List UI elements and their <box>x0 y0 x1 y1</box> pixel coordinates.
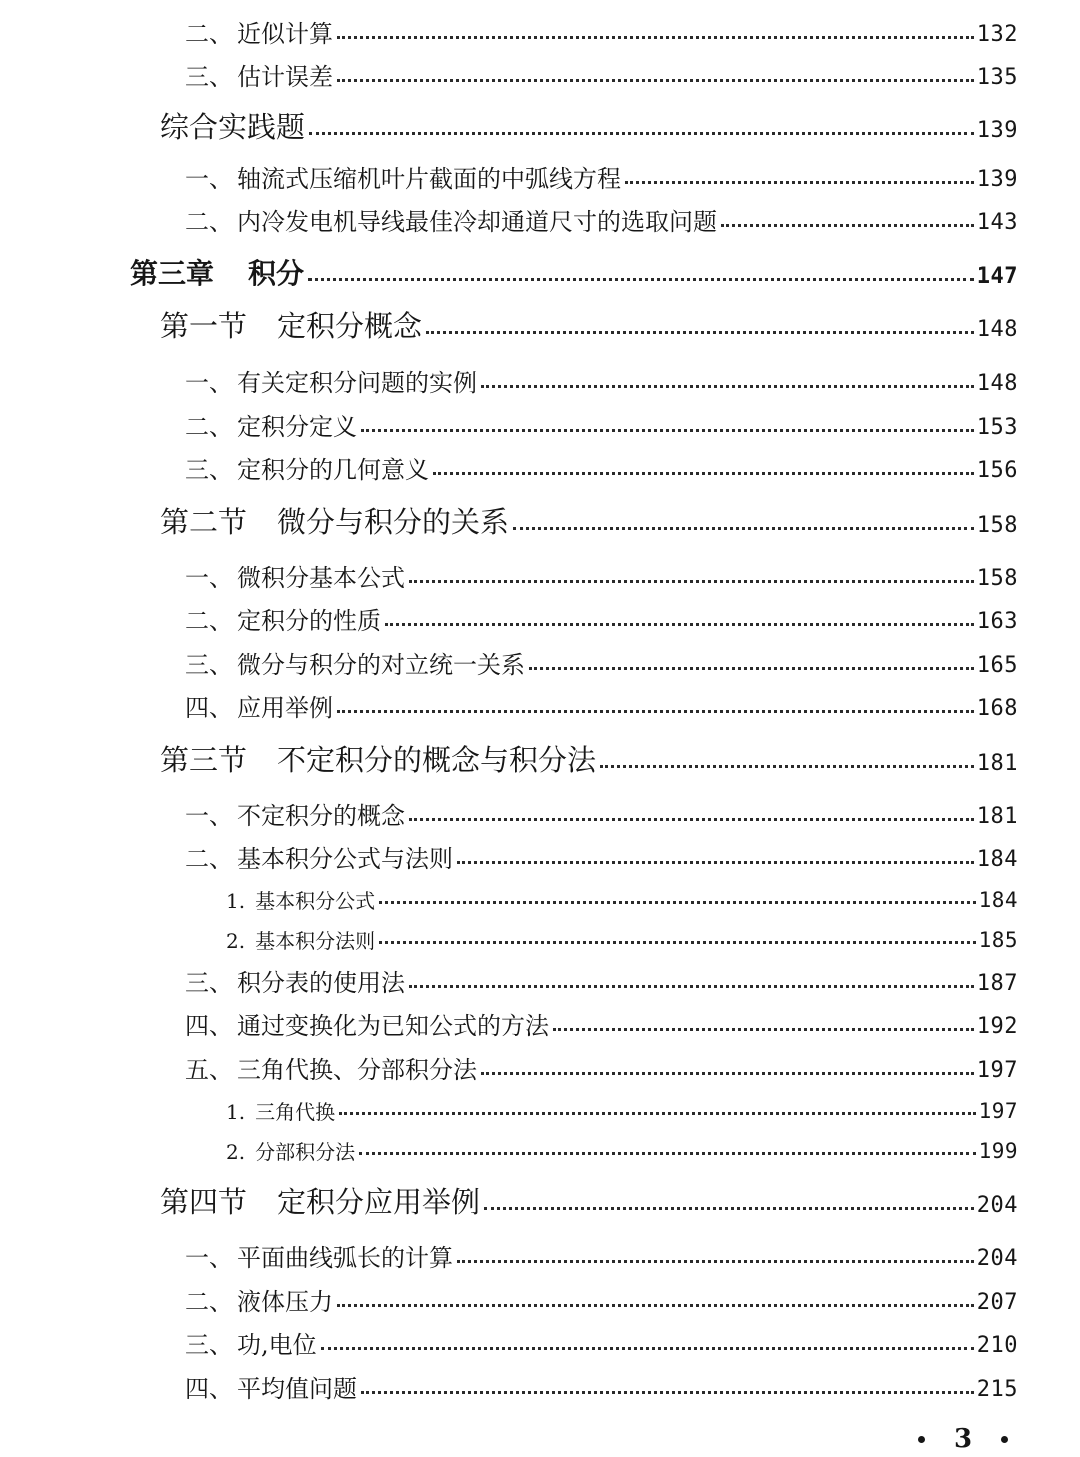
toc-entry-number: 一、 <box>185 369 233 397</box>
toc-entry-number: 四、 <box>185 694 233 722</box>
toc-entry[interactable] <box>185 157 1018 191</box>
toc-entry[interactable] <box>160 307 1018 341</box>
toc-entry-title: 微分与积分的对立统一关系 <box>237 651 525 679</box>
toc-entry-page: 163 <box>976 609 1018 634</box>
toc-entry[interactable] <box>160 503 1018 537</box>
dot-leader <box>600 765 974 768</box>
bullet-dot-icon <box>1001 1436 1008 1443</box>
dot-leader <box>308 278 974 281</box>
toc-entry[interactable] <box>185 1323 1018 1357</box>
dot-leader <box>309 132 974 135</box>
toc-entry[interactable] <box>185 448 1018 482</box>
dot-leader <box>481 1072 974 1075</box>
toc-entry[interactable] <box>185 200 1018 234</box>
toc-entry-page: 197 <box>976 1058 1018 1083</box>
toc-entry-title: 定积分的性质 <box>237 607 381 635</box>
toc-entry-page: 165 <box>976 653 1018 678</box>
dot-leader <box>481 385 974 388</box>
toc-entry[interactable] <box>185 794 1018 828</box>
toc-entry-title: 三角代换、分部积分法 <box>237 1056 477 1084</box>
toc-entry[interactable] <box>226 917 1018 951</box>
dot-leader <box>721 224 974 227</box>
dot-leader <box>361 1391 974 1394</box>
toc-entry-title: 近似计算 <box>237 20 333 48</box>
toc-entry-page: 210 <box>976 1333 1018 1358</box>
toc-entry-page: 135 <box>976 65 1018 90</box>
toc-entry-page: 153 <box>976 415 1018 440</box>
toc-entry-page: 187 <box>976 971 1018 996</box>
toc-entry-title: 基本积分公式 <box>255 889 376 913</box>
toc-entry-page: 168 <box>976 696 1018 721</box>
toc-entry-number: 一、 <box>185 564 233 592</box>
toc-entry-title: 轴流式压缩机叶片截面的中弧线方程 <box>237 165 621 193</box>
toc-entry-number: 二、 <box>185 20 233 48</box>
dot-leader <box>385 623 974 626</box>
toc-entry-page: 184 <box>976 847 1018 872</box>
dot-leader <box>409 818 974 821</box>
dot-leader <box>337 79 974 82</box>
dot-leader <box>337 1304 974 1307</box>
toc-entry-number: 一、 <box>185 1244 233 1272</box>
toc-entry-page: 158 <box>976 566 1018 591</box>
toc-entry-page: 215 <box>976 1377 1018 1402</box>
dot-leader <box>379 941 975 944</box>
toc-entry[interactable] <box>226 1128 1018 1162</box>
toc-entry-page: 197 <box>978 1099 1018 1123</box>
toc-entry-title: 应用举例 <box>237 694 333 722</box>
toc-entry[interactable] <box>226 1088 1018 1122</box>
toc-entry-page: 148 <box>976 371 1018 396</box>
toc-entry-number: 三、 <box>185 969 233 997</box>
dot-leader <box>337 710 974 713</box>
toc-entry[interactable] <box>185 1004 1018 1038</box>
toc-entry-title: 分部积分法 <box>255 1140 356 1164</box>
toc-entry[interactable] <box>160 1183 1018 1217</box>
toc-entry-number: 五、 <box>185 1056 233 1084</box>
toc-entry-number: 三、 <box>185 1331 233 1359</box>
dot-leader <box>339 1112 975 1115</box>
toc-entry-number: 二、 <box>185 208 233 236</box>
toc-entry[interactable] <box>226 877 1018 911</box>
toc-entry-page: 132 <box>976 22 1018 47</box>
toc-entry[interactable] <box>185 686 1018 720</box>
toc-entry-number: 2. <box>226 929 246 953</box>
toc-entry-number: 1. <box>226 889 246 913</box>
toc-entry-title: 功,电位 <box>237 1331 317 1359</box>
toc-entry-number: 四、 <box>185 1012 233 1040</box>
dot-leader <box>553 1028 974 1031</box>
toc-entry[interactable] <box>185 556 1018 590</box>
toc-entry-page: 181 <box>976 804 1018 829</box>
toc-entry-title: 定积分应用举例 <box>277 1185 481 1219</box>
toc-entry-page: 199 <box>978 1139 1018 1163</box>
toc-entry-title: 估计误差 <box>237 63 333 91</box>
toc-entry-title: 定积分的几何意义 <box>237 456 429 484</box>
toc-entry-title: 有关定积分问题的实例 <box>237 369 477 397</box>
toc-entry-number: 第四节 <box>160 1185 248 1219</box>
dot-leader <box>457 1260 974 1263</box>
dot-leader <box>337 36 974 39</box>
toc-entry[interactable] <box>185 1048 1018 1082</box>
toc-entry-title: 基本积分法则 <box>255 929 376 953</box>
toc-entry[interactable] <box>160 741 1018 775</box>
toc-entry[interactable] <box>185 1280 1018 1314</box>
bullet-dot-icon <box>918 1436 925 1443</box>
toc-entry[interactable] <box>185 1236 1018 1270</box>
toc-entry-title: 三角代换 <box>255 1100 336 1124</box>
toc-entry-number: 二、 <box>185 845 233 873</box>
toc-entry-number: 2. <box>226 1140 246 1164</box>
toc-entry-title: 通过变换化为已知公式的方法 <box>237 1012 549 1040</box>
dot-leader <box>625 181 974 184</box>
toc-entry-number: 三、 <box>185 63 233 91</box>
toc-entry-page: 192 <box>976 1014 1018 1039</box>
toc-entry-number: 一、 <box>185 802 233 830</box>
toc-entry-title: 液体压力 <box>237 1288 333 1316</box>
toc-entry-title: 基本积分公式与法则 <box>237 845 453 873</box>
toc-entry-title: 积分表的使用法 <box>237 969 405 997</box>
toc-entry-page: 204 <box>976 1193 1018 1218</box>
toc-entry[interactable] <box>185 599 1018 633</box>
toc-entry[interactable] <box>185 961 1018 995</box>
toc-entry-page: 139 <box>976 167 1018 192</box>
toc-entry-title: 综合实践题 <box>160 110 306 144</box>
toc-entry-page: 185 <box>978 928 1018 952</box>
toc-entry[interactable] <box>185 643 1018 677</box>
toc-entry-title: 平面曲线弧长的计算 <box>237 1244 453 1272</box>
toc-entry[interactable] <box>185 12 1018 46</box>
dot-leader <box>457 861 974 864</box>
toc-entry-number: 三、 <box>185 456 233 484</box>
toc-entry-title: 微分与积分的关系 <box>277 505 510 539</box>
toc-entry[interactable] <box>185 837 1018 871</box>
toc-entry-title: 定积分概念 <box>277 309 423 343</box>
toc-entry-page: 143 <box>976 210 1018 235</box>
dot-leader <box>513 527 974 530</box>
toc-entry-number: 二、 <box>185 607 233 635</box>
dot-leader <box>321 1347 974 1350</box>
toc-entry-title: 微积分基本公式 <box>237 564 405 592</box>
page-footer <box>918 1424 1008 1454</box>
toc-entry[interactable] <box>160 108 1018 142</box>
toc-entry[interactable] <box>185 361 1018 395</box>
toc-entry-number: 第三章 <box>130 257 215 290</box>
toc-entry-page: 156 <box>976 458 1018 483</box>
toc-entry-title: 不定积分的概念与积分法 <box>277 743 597 777</box>
dot-leader <box>529 667 974 670</box>
toc-entry[interactable] <box>185 1367 1018 1401</box>
toc-entry-page: 147 <box>976 264 1018 289</box>
toc-entry-title: 定积分定义 <box>237 413 357 441</box>
toc-entry-title: 不定积分的概念 <box>237 802 405 830</box>
page-number: 3 <box>953 1424 973 1454</box>
toc-entry-number: 二、 <box>185 413 233 441</box>
toc-entry[interactable] <box>185 405 1018 439</box>
toc-entry[interactable] <box>185 55 1018 89</box>
toc-entry-title: 内冷发电机导线最佳冷却通道尺寸的选取问题 <box>237 208 717 236</box>
toc-entry-number: 四、 <box>185 1375 233 1403</box>
toc-entry-page: 204 <box>976 1246 1018 1271</box>
toc-entry-number: 二、 <box>185 1288 233 1316</box>
dot-leader <box>359 1152 975 1155</box>
dot-leader <box>379 901 975 904</box>
toc-entry-title: 平均值问题 <box>237 1375 357 1403</box>
toc-entry-title: 积分 <box>248 257 305 290</box>
toc-entry-page: 207 <box>976 1290 1018 1315</box>
dot-leader <box>361 429 974 432</box>
toc-entry-page: 139 <box>976 118 1018 143</box>
toc-entry-page: 181 <box>976 751 1018 776</box>
toc-entry-number: 第二节 <box>160 505 248 539</box>
toc-entry-number: 第三节 <box>160 743 248 777</box>
toc-entry-number: 一、 <box>185 165 233 193</box>
dot-leader <box>433 472 974 475</box>
toc-entry-page: 158 <box>976 513 1018 538</box>
toc-entry-page: 184 <box>978 888 1018 912</box>
dot-leader <box>409 580 974 583</box>
dot-leader <box>409 985 974 988</box>
toc-entry[interactable] <box>130 254 1018 288</box>
dot-leader <box>426 331 974 334</box>
toc-entry-number: 三、 <box>185 651 233 679</box>
dot-leader <box>484 1207 974 1210</box>
toc-entry-number: 1. <box>226 1100 246 1124</box>
toc-entry-page: 148 <box>976 317 1018 342</box>
toc-entry-number: 第一节 <box>160 309 248 343</box>
